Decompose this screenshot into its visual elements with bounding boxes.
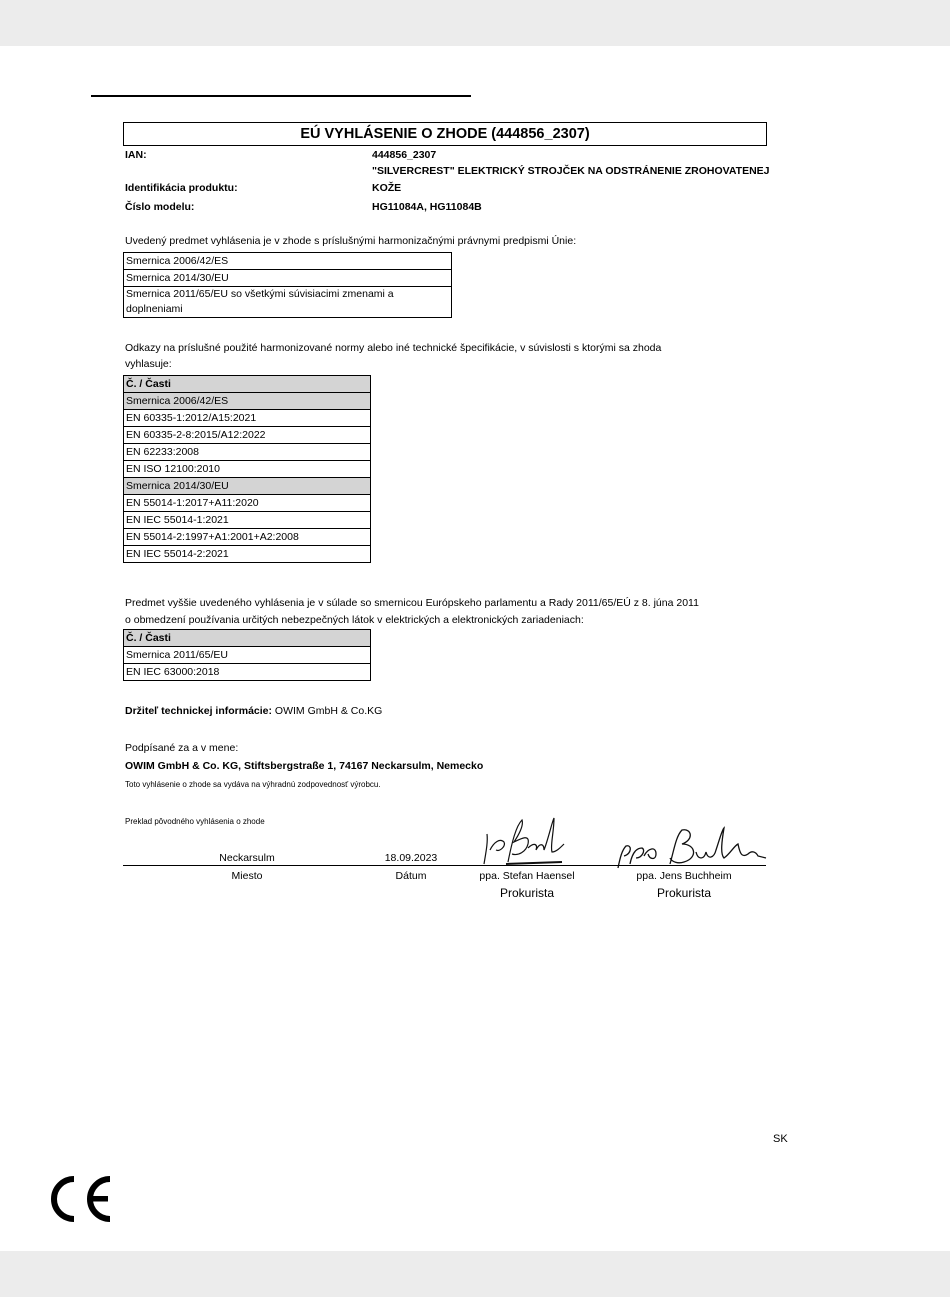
- signature-haensel-image: [478, 812, 568, 870]
- standards-header-row: [124, 376, 371, 393]
- signature-buchheim-image: [612, 824, 772, 874]
- place-value: Neckarsulm: [219, 852, 275, 864]
- table-row: [124, 529, 371, 546]
- document-page: [0, 46, 950, 1251]
- signed-company: OWIM GmbH & Co. KG, Stiftsbergstraße 1, 74167 Neckarsulm, Nemecko: [125, 760, 484, 772]
- signer1-name: ppa. Stefan Haensel: [479, 870, 575, 882]
- table-row: [124, 495, 371, 512]
- rohs-header-row: [124, 630, 371, 647]
- standard-cell: EN IEC 55014-2:2021: [124, 546, 371, 563]
- product-label: Identifikácia produktu:: [125, 182, 238, 194]
- responsibility-note: Toto vyhlásenie o zhode sa vydáva na výhradnú zodpovednosť výrobcu.: [125, 780, 381, 789]
- table-row: [124, 664, 371, 681]
- standard-cell: Smernica 2011/65/EU: [124, 647, 371, 664]
- document-title: EÚ VYHLÁSENIE O ZHODE (444856_2307): [123, 122, 767, 146]
- ian-label: IAN:: [125, 149, 147, 161]
- standard-cell: EN 62233:2008: [124, 444, 371, 461]
- standard-cell: EN IEC 63000:2018: [124, 664, 371, 681]
- date-label: Dátum: [395, 870, 427, 882]
- table-row: [124, 512, 371, 529]
- directives-table: [123, 252, 452, 318]
- directive-text-line1: Smernica 2011/65/EU so všetkými súvisiacimi zmenami a: [126, 288, 394, 300]
- compliance-intro: Uvedený predmet vyhlásenia je v zhode s príslušnými harmonizačnými právnymi predpismi Únie:: [125, 235, 577, 247]
- standard-cell: EN 60335-2-8:2015/A12:2022: [124, 427, 371, 444]
- table-row: [124, 647, 371, 664]
- holder-label: Držiteľ technickej informácie:: [125, 705, 273, 717]
- translation-note: Preklad pôvodného vyhlásenia o zhode: [125, 817, 265, 826]
- table-row: [124, 546, 371, 563]
- language-code: SK: [773, 1133, 788, 1145]
- directive-cell: Smernica 2014/30/EU: [124, 270, 452, 287]
- ce-mark-icon: [44, 1174, 116, 1224]
- holder-value: OWIM GmbH & Co.KG: [272, 705, 383, 717]
- standard-cell: EN 55014-1:2017+A11:2020: [124, 495, 371, 512]
- technical-info-holder: [125, 705, 382, 718]
- standards-intro-line2: vyhlasuje:: [125, 358, 172, 370]
- rohs-intro-line1: Predmet vyššie uvedeného vyhlásenia je v súlade so smernicou Európskeho parlamentu a Rady 2011/65/EÚ z 8. júna 2011: [125, 597, 699, 609]
- table-row: [124, 427, 371, 444]
- standard-cell: Smernica 2006/42/ES: [124, 393, 371, 410]
- signature-line: [123, 865, 766, 866]
- signed-label: Podpísané za a v mene:: [125, 742, 239, 754]
- model-label: Číslo modelu:: [125, 201, 195, 213]
- standards-header-cell: Č. / Časti: [124, 376, 371, 393]
- signer1-role: Prokurista: [499, 886, 555, 900]
- place-label: Miesto: [231, 870, 263, 882]
- standard-cell: Smernica 2014/30/EU: [124, 478, 371, 495]
- standard-cell: EN ISO 12100:2010: [124, 461, 371, 478]
- table-row: [124, 444, 371, 461]
- product-value-line2: KOŽE: [372, 182, 402, 194]
- table-row: [124, 410, 371, 427]
- standards-table: [123, 375, 371, 563]
- product-value-line1: "SILVERCREST" ELEKTRICKÝ STROJČEK NA ODSTRÁNENIE ZROHOVATENEJ: [372, 165, 770, 177]
- standard-cell: EN IEC 55014-1:2021: [124, 512, 371, 529]
- directive-text-line2: doplneniami: [126, 303, 183, 315]
- rohs-table: [123, 629, 371, 681]
- standards-intro-line1: Odkazy na príslušné použité harmonizované normy alebo iné technické špecifikácie, v súvislosti s ktorými sa zhoda: [125, 342, 662, 354]
- table-row: [124, 461, 371, 478]
- signer2-name: ppa. Jens Buchheim: [636, 870, 732, 882]
- top-rule: [91, 95, 471, 97]
- date-value: 18.09.2023: [384, 852, 438, 864]
- standard-cell: EN 55014-2:1997+A1:2001+A2:2008: [124, 529, 371, 546]
- rohs-header-cell: Č. / Časti: [124, 630, 371, 647]
- directive-row: [124, 270, 452, 287]
- directive-row: [124, 287, 452, 318]
- model-value: HG11084A, HG11084B: [372, 201, 482, 213]
- table-row: [124, 478, 371, 495]
- table-row: [124, 393, 371, 410]
- directive-cell: Smernica 2006/42/ES: [124, 253, 452, 270]
- directive-row: [124, 253, 452, 270]
- standard-cell: EN 60335-1:2012/A15:2021: [124, 410, 371, 427]
- directive-cell: [124, 287, 452, 318]
- rohs-intro-line2: o obmedzení používania určitých nebezpečných látok v elektrických a elektronických zariadeniach:: [125, 614, 584, 626]
- signer2-role: Prokurista: [656, 886, 712, 900]
- ian-value: 444856_2307: [372, 149, 437, 161]
